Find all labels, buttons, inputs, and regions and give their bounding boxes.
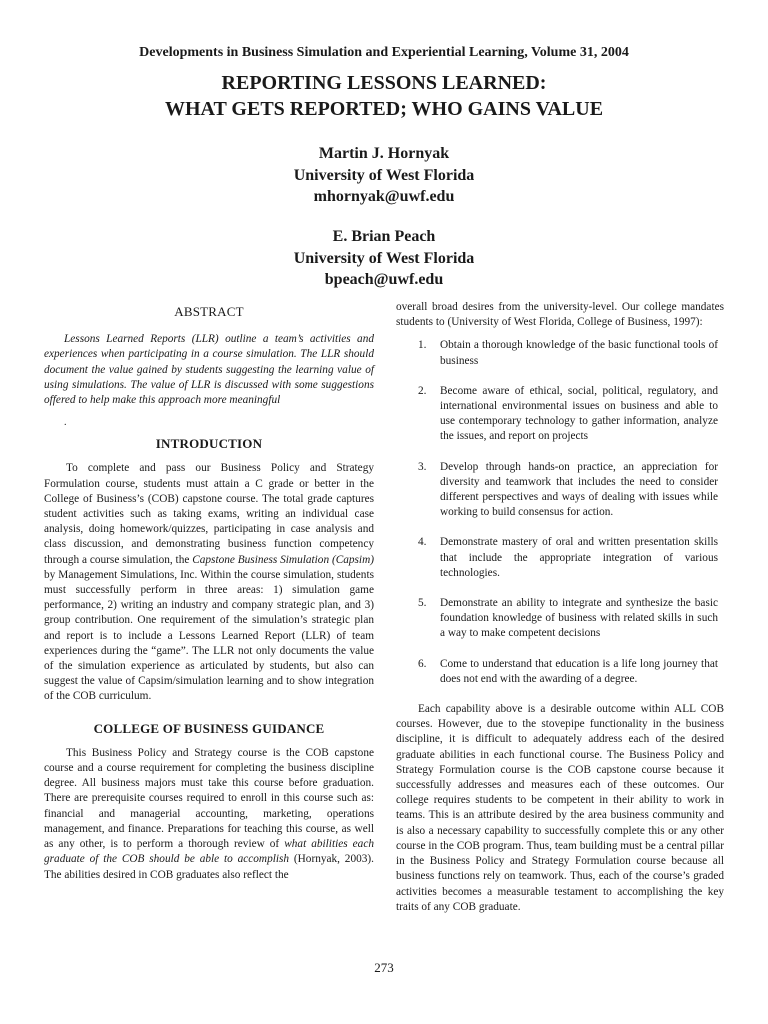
author-block-1 [0,143,768,208]
journal-header: Developments in Business Simulation and Experiential Learning, Volume 31, 2004 [139,45,629,60]
abstract-text: Lessons Learned Reports (LLR) outline a team’s activities and experiences when participating in a course simulation. The LLR should document the value gained by students suggesting the learning value of using simulations. The value of LLR is discussed with some suggestions offered to help make this approach more meaningful [44,333,374,407]
paper-title [0,70,768,122]
list-text: Become aware of ethical, social, political, regulatory, and international environmental issues on business and able to use contemporary technology to gather information, analyze the issues, and report on projects [440,384,718,443]
list-number: 1. [418,339,427,352]
author-block-2 [0,226,768,291]
author-affiliation: University of West Florida [293,166,475,184]
intro-text-italic: Capstone Business Simulation (Capsim) [192,553,374,566]
title-line-1: REPORTING LESSONS LEARNED: [221,72,547,94]
guidance-text-italic: what abilities each graduate of the COB should be able to accomplish [44,838,374,866]
guidance-text-b: (Hornyak, 2003). The abilities desired in COB graduates also reflect the [44,853,374,881]
introduction-heading: INTRODUCTION [155,436,263,452]
closing-paragraph: Each capability above is a desirable outcome within ALL COB courses. However, due to the stovepipe functionality in the business discipline, it is difficult to adequately address each of the desired graduate abilities in each functional course. The Business Policy and Strategy Formulation course is the COB capstone course because it successfully addresses and measures each of these outcomes. Our college requires students to be competent in their ability to work in teams. This is an attribute desired by the area business community and is also a necessary capability to successfully complete this or any other course in the COB program. Thus, team building must be a central pillar in the Business Policy and Strategy Formulation course because all business functions rely on teamwork. Thus, each of the course’s graded activities becomes a measurable testament to accomplishing the key traits of any COB graduate. [396,703,724,913]
author-affiliation: University of West Florida [293,249,475,267]
page-number: 273 [374,960,394,975]
list-number: 2. [418,384,427,397]
list-item [396,535,724,581]
author-name: Martin J. Hornyak [318,145,450,162]
author-name: E. Brian Peach [332,228,436,245]
list-number: 3. [418,460,427,473]
capabilities-list [396,338,724,687]
left-column [44,304,374,897]
stray-mark: . [64,417,67,429]
list-text: Obtain a thorough knowledge of the basic functional tools of business [440,339,718,367]
author-email: mhornyak@uwf.edu [313,188,455,205]
guidance-heading: COLLEGE OF BUSINESS GUIDANCE [93,720,325,736]
list-number: 6. [418,657,427,670]
author-email: bpeach@uwf.edu [324,271,444,288]
list-number: 5. [418,597,427,610]
list-text: Demonstrate an ability to integrate and synthesize the basic foundation knowledge of business with related skills in such a way to make competent decisions [440,597,718,640]
list-number: 4. [418,536,427,549]
list-item [396,596,724,642]
list-text: Demonstrate mastery of oral and written presentation skills that include the appropriate integration of various technologies. [440,536,718,579]
list-item [396,460,724,521]
title-line-2: WHAT GETS REPORTED; WHO GAINS VALUE [164,98,604,120]
list-item [396,338,724,368]
guidance-paragraph [44,746,374,883]
right-column [396,300,724,929]
list-item [396,384,724,445]
intro-text-b: by Management Simulations, Inc. Within the course simulation, students must successfully perform in three areas: 1) simulation game performance, 2) writing an industry and company strategic plan, and 3) group contribution. One requirement of the simulation’s strategic plan and report is to include a Lessons Learned Report (LLR) of team experiences during the “game”. The LLR not only documents the value of the simulation experience as articulated by students, but also can suggest the value of Capsim/simulation learning and to show integration of the COB curriculum. [44,568,374,703]
right-intro-paragraph: overall broad desires from the university-level. Our college mandates students to (University of West Florida, College of Business, 1997): [396,301,724,329]
list-text: Come to understand that education is a life long journey that does not end with the awarding of a degree. [440,657,718,685]
abstract-heading: ABSTRACT [174,304,244,319]
introduction-paragraph [44,461,374,704]
list-text: Develop through hands-on practice, an appreciation for diversity and teamwork that includes the need to consider different perspectives and ways of dealing with issues while working to build consensus for action. [440,460,718,519]
list-item [396,657,724,687]
guidance-text-a: This Business Policy and Strategy course is the COB capstone course and a course requirement for completing the business discipline degree. All business majors must take this course before graduation. There are prerequisite courses required to enroll in this course such as: financial and managerial accounting, marketing, operations management, and finance. Preparations for teaching this course, as well as any other, is to perform a thorough review of [44,746,374,851]
intro-text-a: To complete and pass our Business Policy and Strategy Formulation course, students must attain a C grade or better in the College of Business’s (COB) capstone course. The total grade captures student activities such as taking exams, writing an individual case analysis, doing homework/quizzes, participating in case analysis and class discussion, and demonstrating business function competency through a course simulation, the [44,462,374,566]
